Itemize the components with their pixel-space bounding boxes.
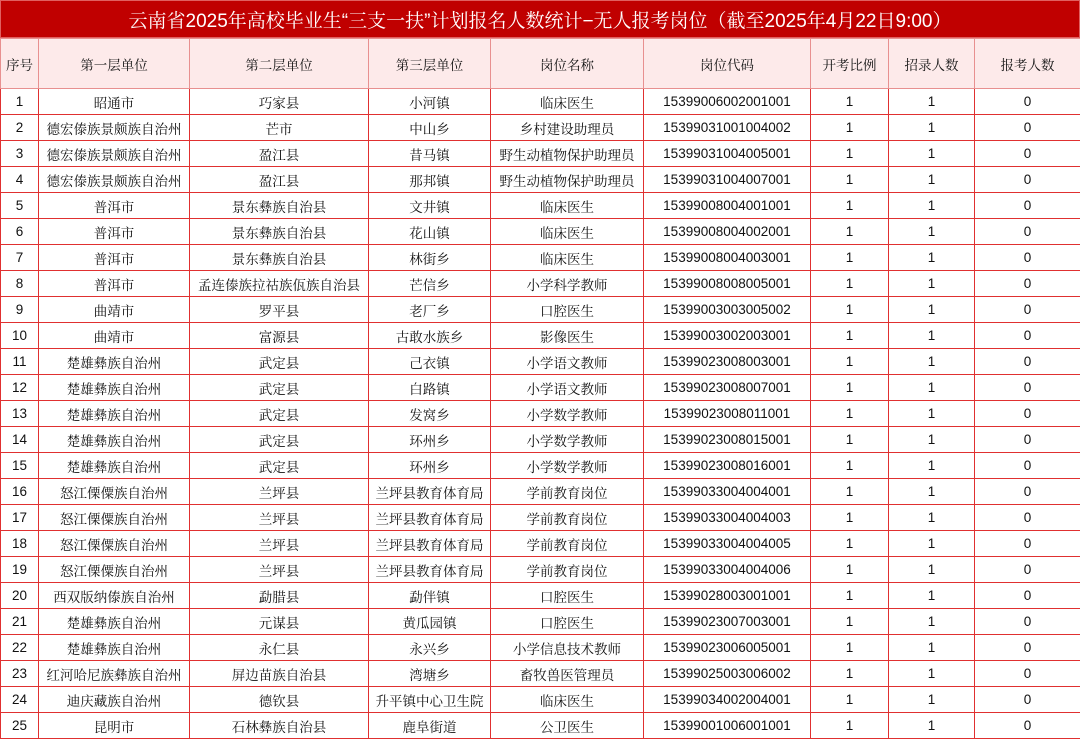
cell-first-level-unit: 怒江傈僳族自治州	[39, 557, 190, 583]
cell-applicant-count: 0	[975, 453, 1080, 479]
cell-third-level-unit: 那邦镇	[369, 167, 491, 193]
column-header-position-name: 岗位名称	[491, 39, 644, 89]
cell-position-name: 学前教育岗位	[491, 531, 644, 557]
cell-recruit-count: 1	[889, 167, 975, 193]
cell-first-level-unit: 怒江傈僳族自治州	[39, 531, 190, 557]
cell-index: 12	[1, 375, 39, 401]
cell-third-level-unit: 湾塘乡	[369, 661, 491, 687]
cell-second-level-unit: 巧家县	[190, 89, 369, 115]
cell-position-name: 小学数学教师	[491, 401, 644, 427]
cell-recruit-count: 1	[889, 89, 975, 115]
cell-third-level-unit: 兰坪县教育体育局	[369, 479, 491, 505]
cell-applicant-count: 0	[975, 635, 1080, 661]
cell-position-name: 学前教育岗位	[491, 479, 644, 505]
cell-applicant-count: 0	[975, 245, 1080, 271]
cell-third-level-unit: 老厂乡	[369, 297, 491, 323]
cell-index: 8	[1, 271, 39, 297]
table-row	[1, 635, 1080, 661]
cell-first-level-unit: 普洱市	[39, 219, 190, 245]
cell-applicant-count: 0	[975, 115, 1080, 141]
cell-third-level-unit: 兰坪县教育体育局	[369, 505, 491, 531]
cell-index: 10	[1, 323, 39, 349]
cell-applicant-count: 0	[975, 557, 1080, 583]
cell-index: 21	[1, 609, 39, 635]
cell-position-name: 临床医生	[491, 89, 644, 115]
cell-second-level-unit: 孟连傣族拉祜族佤族自治县	[190, 271, 369, 297]
cell-applicant-count: 0	[975, 271, 1080, 297]
cell-third-level-unit: 白路镇	[369, 375, 491, 401]
cell-recruit-count: 1	[889, 687, 975, 713]
cell-exam-ratio: 1	[811, 479, 889, 505]
cell-index: 14	[1, 427, 39, 453]
cell-position-code: 15399028003001001	[644, 583, 811, 609]
cell-position-code: 15399001006001001	[644, 713, 811, 739]
cell-applicant-count: 0	[975, 661, 1080, 687]
cell-position-name: 口腔医生	[491, 583, 644, 609]
cell-second-level-unit: 元谋县	[190, 609, 369, 635]
cell-recruit-count: 1	[889, 635, 975, 661]
table-row	[1, 115, 1080, 141]
table-row	[1, 687, 1080, 713]
column-header-third-level-unit: 第三层单位	[369, 39, 491, 89]
cell-exam-ratio: 1	[811, 297, 889, 323]
cell-recruit-count: 1	[889, 193, 975, 219]
cell-third-level-unit: 兰坪县教育体育局	[369, 557, 491, 583]
cell-applicant-count: 0	[975, 531, 1080, 557]
table-row	[1, 479, 1080, 505]
cell-second-level-unit: 兰坪县	[190, 505, 369, 531]
cell-exam-ratio: 1	[811, 323, 889, 349]
cell-position-name: 口腔医生	[491, 609, 644, 635]
cell-first-level-unit: 西双版纳傣族自治州	[39, 583, 190, 609]
cell-position-code: 15399023008003001	[644, 349, 811, 375]
cell-exam-ratio: 1	[811, 271, 889, 297]
cell-position-code: 15399008004003001	[644, 245, 811, 271]
cell-position-name: 小学语文教师	[491, 375, 644, 401]
cell-position-code: 15399023008007001	[644, 375, 811, 401]
header-row	[1, 39, 1080, 89]
cell-index: 4	[1, 167, 39, 193]
cell-third-level-unit: 环州乡	[369, 453, 491, 479]
cell-applicant-count: 0	[975, 505, 1080, 531]
cell-index: 17	[1, 505, 39, 531]
cell-exam-ratio: 1	[811, 531, 889, 557]
cell-second-level-unit: 屏边苗族自治县	[190, 661, 369, 687]
cell-third-level-unit: 永兴乡	[369, 635, 491, 661]
cell-index: 22	[1, 635, 39, 661]
cell-position-code: 15399033004004005	[644, 531, 811, 557]
cell-recruit-count: 1	[889, 713, 975, 739]
cell-index: 19	[1, 557, 39, 583]
cell-second-level-unit: 兰坪县	[190, 531, 369, 557]
cell-position-name: 小学数学教师	[491, 453, 644, 479]
table-row	[1, 609, 1080, 635]
cell-first-level-unit: 昆明市	[39, 713, 190, 739]
cell-applicant-count: 0	[975, 375, 1080, 401]
cell-applicant-count: 0	[975, 713, 1080, 739]
cell-second-level-unit: 富源县	[190, 323, 369, 349]
cell-recruit-count: 1	[889, 375, 975, 401]
cell-index: 3	[1, 141, 39, 167]
cell-position-name: 临床医生	[491, 193, 644, 219]
cell-second-level-unit: 永仁县	[190, 635, 369, 661]
cell-second-level-unit: 景东彝族自治县	[190, 245, 369, 271]
cell-index: 1	[1, 89, 39, 115]
cell-applicant-count: 0	[975, 297, 1080, 323]
cell-applicant-count: 0	[975, 609, 1080, 635]
column-header-recruit-count: 招录人数	[889, 39, 975, 89]
cell-second-level-unit: 德钦县	[190, 687, 369, 713]
cell-first-level-unit: 楚雄彝族自治州	[39, 453, 190, 479]
table-row	[1, 245, 1080, 271]
cell-first-level-unit: 德宏傣族景颇族自治州	[39, 167, 190, 193]
cell-index: 23	[1, 661, 39, 687]
cell-second-level-unit: 武定县	[190, 453, 369, 479]
cell-first-level-unit: 楚雄彝族自治州	[39, 401, 190, 427]
cell-applicant-count: 0	[975, 141, 1080, 167]
column-header-second-level-unit: 第二层单位	[190, 39, 369, 89]
cell-position-code: 15399008004001001	[644, 193, 811, 219]
cell-first-level-unit: 楚雄彝族自治州	[39, 427, 190, 453]
cell-position-code: 15399034002004001	[644, 687, 811, 713]
cell-recruit-count: 1	[889, 583, 975, 609]
cell-second-level-unit: 勐腊县	[190, 583, 369, 609]
cell-exam-ratio: 1	[811, 193, 889, 219]
cell-first-level-unit: 昭通市	[39, 89, 190, 115]
cell-second-level-unit: 武定县	[190, 427, 369, 453]
cell-first-level-unit: 迪庆藏族自治州	[39, 687, 190, 713]
cell-second-level-unit: 兰坪县	[190, 479, 369, 505]
cell-position-code: 15399008008005001	[644, 271, 811, 297]
table-row	[1, 349, 1080, 375]
cell-position-name: 野生动植物保护助理员	[491, 167, 644, 193]
cell-recruit-count: 1	[889, 609, 975, 635]
cell-applicant-count: 0	[975, 479, 1080, 505]
cell-recruit-count: 1	[889, 323, 975, 349]
cell-second-level-unit: 芒市	[190, 115, 369, 141]
cell-third-level-unit: 发窝乡	[369, 401, 491, 427]
cell-position-name: 小学语文教师	[491, 349, 644, 375]
cell-third-level-unit: 勐伴镇	[369, 583, 491, 609]
cell-recruit-count: 1	[889, 349, 975, 375]
cell-second-level-unit: 盈江县	[190, 167, 369, 193]
cell-position-code: 15399008004002001	[644, 219, 811, 245]
cell-position-name: 畜牧兽医管理员	[491, 661, 644, 687]
table-row	[1, 271, 1080, 297]
table-row	[1, 427, 1080, 453]
cell-second-level-unit: 兰坪县	[190, 557, 369, 583]
cell-first-level-unit: 德宏傣族景颇族自治州	[39, 141, 190, 167]
cell-exam-ratio: 1	[811, 427, 889, 453]
cell-position-code: 15399031001004002	[644, 115, 811, 141]
cell-position-name: 学前教育岗位	[491, 557, 644, 583]
cell-second-level-unit: 盈江县	[190, 141, 369, 167]
cell-recruit-count: 1	[889, 453, 975, 479]
cell-position-name: 公卫医生	[491, 713, 644, 739]
cell-position-code: 15399023007003001	[644, 609, 811, 635]
cell-first-level-unit: 楚雄彝族自治州	[39, 635, 190, 661]
table-row	[1, 583, 1080, 609]
cell-position-name: 临床医生	[491, 219, 644, 245]
cell-recruit-count: 1	[889, 297, 975, 323]
cell-third-level-unit: 鹿阜街道	[369, 713, 491, 739]
table-row	[1, 713, 1080, 739]
cell-applicant-count: 0	[975, 687, 1080, 713]
cell-third-level-unit: 芒信乡	[369, 271, 491, 297]
cell-exam-ratio: 1	[811, 219, 889, 245]
cell-position-code: 15399023008011001	[644, 401, 811, 427]
column-header-applicant-count: 报考人数	[975, 39, 1080, 89]
cell-recruit-count: 1	[889, 427, 975, 453]
cell-applicant-count: 0	[975, 89, 1080, 115]
cell-index: 15	[1, 453, 39, 479]
cell-first-level-unit: 普洱市	[39, 245, 190, 271]
table-row	[1, 167, 1080, 193]
cell-recruit-count: 1	[889, 245, 975, 271]
cell-third-level-unit: 中山乡	[369, 115, 491, 141]
column-header-exam-ratio: 开考比例	[811, 39, 889, 89]
column-header-position-code: 岗位代码	[644, 39, 811, 89]
cell-applicant-count: 0	[975, 219, 1080, 245]
cell-third-level-unit: 黄瓜园镇	[369, 609, 491, 635]
cell-position-name: 小学信息技术教师	[491, 635, 644, 661]
table-row	[1, 557, 1080, 583]
table-title: 云南省2025年高校毕业生“三支一扶”计划报名人数统计−无人报考岗位（截至2025年4月22日9:00）	[0, 0, 1080, 38]
cell-exam-ratio: 1	[811, 349, 889, 375]
cell-first-level-unit: 曲靖市	[39, 297, 190, 323]
cell-applicant-count: 0	[975, 193, 1080, 219]
cell-position-code: 15399003003005002	[644, 297, 811, 323]
no-applicant-positions-table	[0, 38, 1080, 739]
cell-exam-ratio: 1	[811, 583, 889, 609]
table-row	[1, 323, 1080, 349]
cell-position-code: 15399033004004001	[644, 479, 811, 505]
cell-first-level-unit: 怒江傈僳族自治州	[39, 479, 190, 505]
cell-exam-ratio: 1	[811, 453, 889, 479]
cell-position-name: 临床医生	[491, 245, 644, 271]
cell-index: 9	[1, 297, 39, 323]
cell-position-code: 15399025003006002	[644, 661, 811, 687]
table-row	[1, 531, 1080, 557]
table-row	[1, 453, 1080, 479]
cell-first-level-unit: 楚雄彝族自治州	[39, 349, 190, 375]
cell-position-name: 学前教育岗位	[491, 505, 644, 531]
cell-recruit-count: 1	[889, 479, 975, 505]
cell-first-level-unit: 楚雄彝族自治州	[39, 375, 190, 401]
cell-position-name: 临床医生	[491, 687, 644, 713]
cell-index: 7	[1, 245, 39, 271]
cell-first-level-unit: 德宏傣族景颇族自治州	[39, 115, 190, 141]
cell-recruit-count: 1	[889, 141, 975, 167]
table-row	[1, 375, 1080, 401]
cell-exam-ratio: 1	[811, 661, 889, 687]
cell-applicant-count: 0	[975, 583, 1080, 609]
cell-recruit-count: 1	[889, 557, 975, 583]
cell-position-name: 乡村建设助理员	[491, 115, 644, 141]
cell-first-level-unit: 普洱市	[39, 271, 190, 297]
table-row	[1, 141, 1080, 167]
table-row	[1, 401, 1080, 427]
cell-second-level-unit: 石林彝族自治县	[190, 713, 369, 739]
cell-recruit-count: 1	[889, 115, 975, 141]
cell-index: 11	[1, 349, 39, 375]
table-row	[1, 219, 1080, 245]
cell-third-level-unit: 环州乡	[369, 427, 491, 453]
cell-exam-ratio: 1	[811, 167, 889, 193]
table-row	[1, 297, 1080, 323]
cell-position-name: 野生动植物保护助理员	[491, 141, 644, 167]
cell-exam-ratio: 1	[811, 713, 889, 739]
cell-position-name: 小学数学教师	[491, 427, 644, 453]
cell-third-level-unit: 己衣镇	[369, 349, 491, 375]
cell-second-level-unit: 武定县	[190, 375, 369, 401]
cell-index: 20	[1, 583, 39, 609]
cell-position-code: 15399023008015001	[644, 427, 811, 453]
cell-applicant-count: 0	[975, 427, 1080, 453]
table-row	[1, 661, 1080, 687]
cell-position-code: 15399033004004006	[644, 557, 811, 583]
cell-recruit-count: 1	[889, 219, 975, 245]
cell-index: 18	[1, 531, 39, 557]
cell-third-level-unit: 兰坪县教育体育局	[369, 531, 491, 557]
cell-position-code: 15399031004005001	[644, 141, 811, 167]
cell-recruit-count: 1	[889, 271, 975, 297]
cell-third-level-unit: 昔马镇	[369, 141, 491, 167]
cell-position-code: 15399006002001001	[644, 89, 811, 115]
cell-third-level-unit: 林街乡	[369, 245, 491, 271]
cell-first-level-unit: 怒江傈僳族自治州	[39, 505, 190, 531]
cell-position-code: 15399023008016001	[644, 453, 811, 479]
cell-position-code: 15399003002003001	[644, 323, 811, 349]
cell-exam-ratio: 1	[811, 635, 889, 661]
cell-recruit-count: 1	[889, 401, 975, 427]
cell-third-level-unit: 花山镇	[369, 219, 491, 245]
cell-first-level-unit: 红河哈尼族彝族自治州	[39, 661, 190, 687]
cell-first-level-unit: 楚雄彝族自治州	[39, 609, 190, 635]
cell-position-name: 影像医生	[491, 323, 644, 349]
cell-index: 25	[1, 713, 39, 739]
cell-exam-ratio: 1	[811, 245, 889, 271]
cell-exam-ratio: 1	[811, 505, 889, 531]
cell-third-level-unit: 小河镇	[369, 89, 491, 115]
cell-index: 24	[1, 687, 39, 713]
cell-exam-ratio: 1	[811, 375, 889, 401]
table-row	[1, 193, 1080, 219]
cell-first-level-unit: 曲靖市	[39, 323, 190, 349]
cell-third-level-unit: 古敢水族乡	[369, 323, 491, 349]
cell-applicant-count: 0	[975, 167, 1080, 193]
cell-second-level-unit: 罗平县	[190, 297, 369, 323]
cell-applicant-count: 0	[975, 323, 1080, 349]
cell-exam-ratio: 1	[811, 401, 889, 427]
column-header-index: 序号	[1, 39, 39, 89]
cell-recruit-count: 1	[889, 505, 975, 531]
cell-second-level-unit: 景东彝族自治县	[190, 193, 369, 219]
cell-position-name: 小学科学教师	[491, 271, 644, 297]
cell-third-level-unit: 文井镇	[369, 193, 491, 219]
cell-position-code: 15399031004007001	[644, 167, 811, 193]
cell-second-level-unit: 武定县	[190, 349, 369, 375]
cell-third-level-unit: 升平镇中心卫生院	[369, 687, 491, 713]
cell-first-level-unit: 普洱市	[39, 193, 190, 219]
cell-exam-ratio: 1	[811, 141, 889, 167]
cell-exam-ratio: 1	[811, 687, 889, 713]
cell-exam-ratio: 1	[811, 115, 889, 141]
cell-applicant-count: 0	[975, 401, 1080, 427]
column-header-first-level-unit: 第一层单位	[39, 39, 190, 89]
cell-exam-ratio: 1	[811, 89, 889, 115]
cell-index: 5	[1, 193, 39, 219]
cell-index: 6	[1, 219, 39, 245]
cell-applicant-count: 0	[975, 349, 1080, 375]
cell-position-code: 15399033004004003	[644, 505, 811, 531]
cell-second-level-unit: 景东彝族自治县	[190, 219, 369, 245]
cell-index: 13	[1, 401, 39, 427]
cell-exam-ratio: 1	[811, 557, 889, 583]
cell-index: 16	[1, 479, 39, 505]
cell-position-name: 口腔医生	[491, 297, 644, 323]
cell-recruit-count: 1	[889, 661, 975, 687]
cell-index: 2	[1, 115, 39, 141]
cell-second-level-unit: 武定县	[190, 401, 369, 427]
table-row	[1, 89, 1080, 115]
cell-recruit-count: 1	[889, 531, 975, 557]
cell-position-code: 15399023006005001	[644, 635, 811, 661]
table-row	[1, 505, 1080, 531]
cell-exam-ratio: 1	[811, 609, 889, 635]
